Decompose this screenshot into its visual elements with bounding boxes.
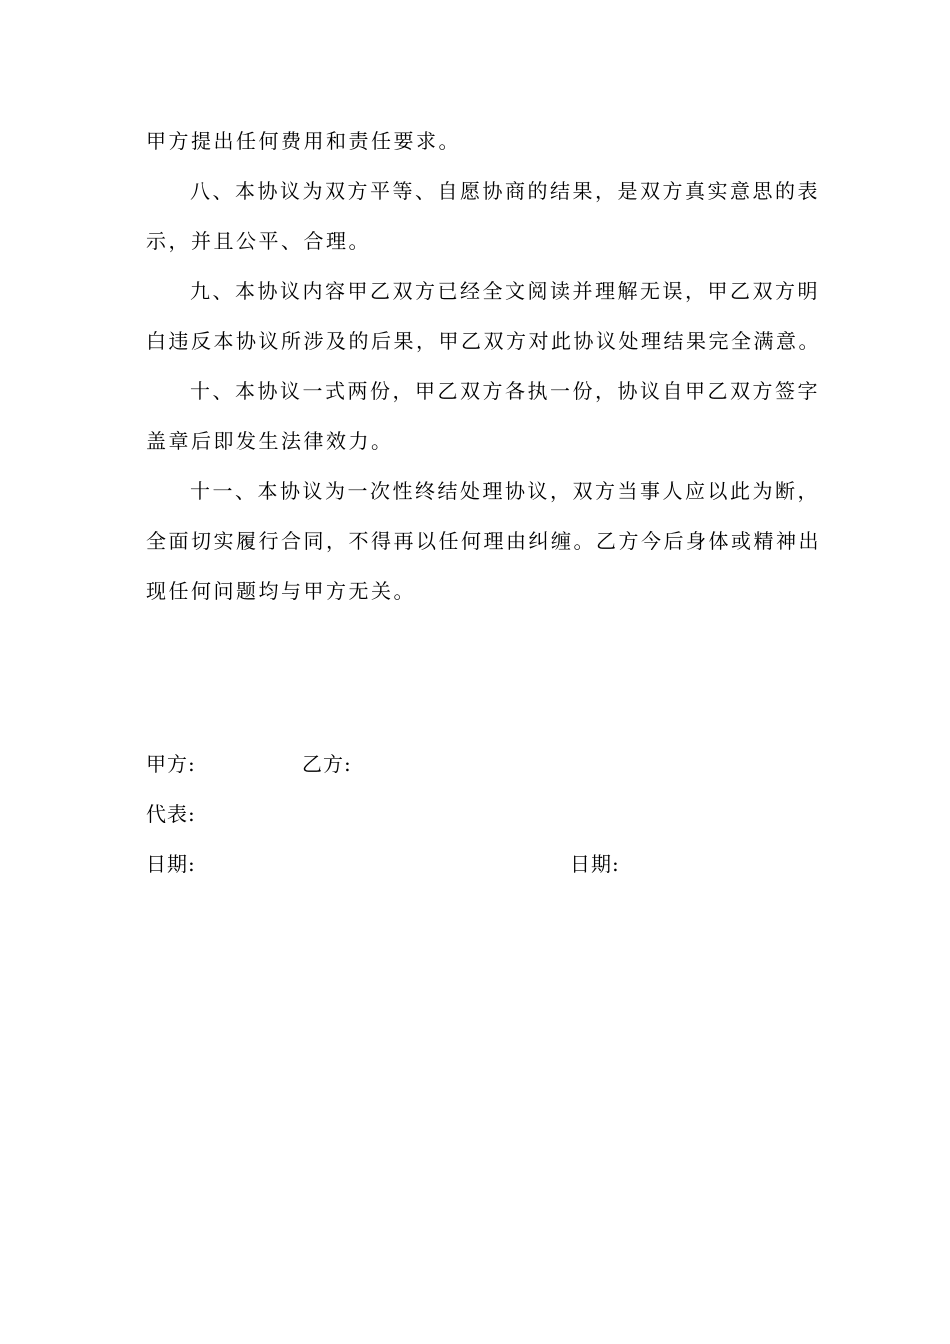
- continuation-line: 甲方提出任何费用和责任要求。: [146, 129, 461, 153]
- clause-10-line-2: 盖章后即发生法律效力。: [146, 429, 394, 453]
- party-a-label: 甲方:: [146, 752, 196, 776]
- clause-10-line-1: 十、本协议一式两份，甲乙双方各执一份，协议自甲乙双方签字: [190, 379, 820, 403]
- clause-9-line-2: 白违反本协议所涉及的后果，甲乙双方对此协议处理结果完全满意。: [146, 329, 821, 353]
- date-b-label: 日期:: [570, 852, 620, 876]
- clause-11-line-3: 现任何问题均与甲方无关。: [146, 579, 416, 603]
- clause-11-line-1: 十一、本协议为一次性终结处理协议，双方当事人应以此为断，: [190, 479, 820, 503]
- representative-label: 代表:: [146, 802, 196, 826]
- clause-8-line-1: 八、本协议为双方平等、自愿协商的结果，是双方真实意思的表: [190, 179, 820, 203]
- clause-9-line-1: 九、本协议内容甲乙双方已经全文阅读并理解无误，甲乙双方明: [190, 279, 820, 303]
- date-a-label: 日期:: [146, 852, 196, 876]
- clause-11-line-2: 全面切实履行合同，不得再以任何理由纠缠。乙方今后身体或精神出: [146, 529, 821, 553]
- clause-8-line-2: 示，并且公平、合理。: [146, 229, 371, 253]
- party-b-label: 乙方:: [302, 752, 352, 776]
